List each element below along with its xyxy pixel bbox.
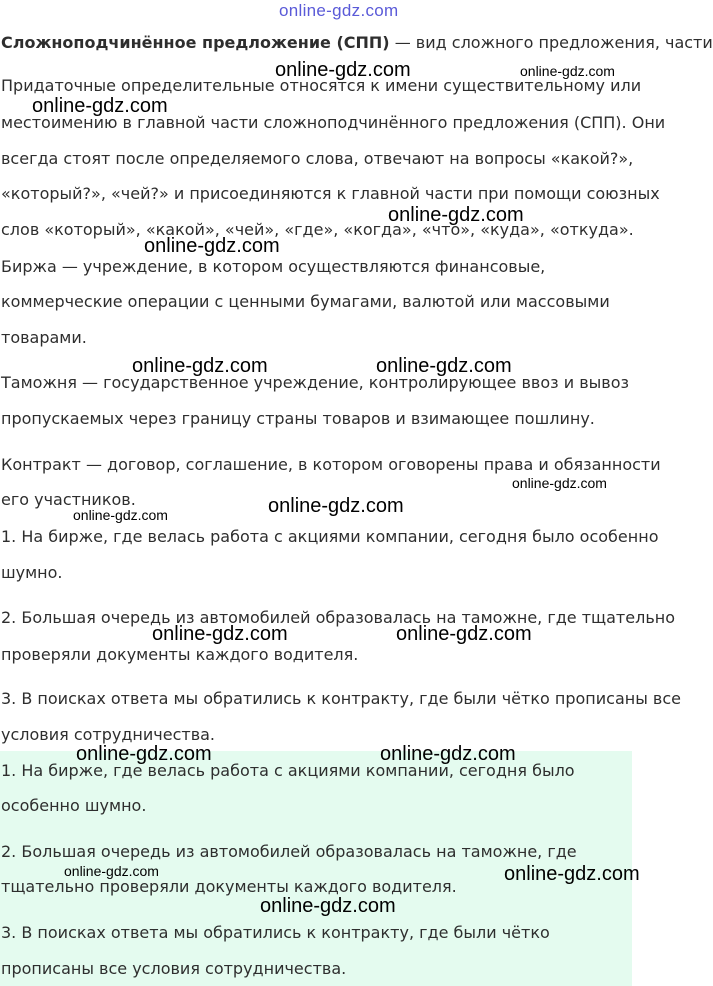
answer-line: 1. На бирже, где велась работа с акциями компании, сегодня было — [1, 761, 575, 780]
text-line: товарами. — [1, 328, 87, 347]
answer-line: особенно шумно. — [1, 796, 147, 815]
text-line: 3. В поисках ответа мы обратились к контракту, где были чётко прописаны все — [1, 689, 681, 708]
text-line: Таможня — государственное учреждение, контролирующее ввоз и вывоз — [1, 373, 629, 392]
watermark: online-gdz.com — [64, 863, 159, 879]
text-line: слов «который», «какой», «чей», «где», «когда», «что», «куда», «откуда». — [1, 220, 634, 239]
watermark: online-gdz.com — [504, 863, 640, 885]
answer-line: прописаны все условия сотрудничества. — [1, 959, 347, 978]
text-line: коммерческие операции с ценными бумагами, валютой или массовыми — [1, 292, 610, 311]
answer-line: 3. В поисках ответа мы обратились к контракту, где были чётко — [1, 923, 550, 942]
intro-term: Сложноподчинённое предложение (СПП) — [1, 33, 390, 52]
watermark: online-gdz.com — [144, 235, 280, 257]
watermark: online-gdz.com — [388, 204, 524, 226]
answer-line: тщательно проверяли документы каждого водителя. — [1, 877, 457, 896]
text-line: Биржа — учреждение, в котором осуществляются финансовые, — [1, 257, 546, 276]
watermark: online-gdz.com — [152, 623, 288, 645]
watermark: online-gdz.com — [132, 355, 268, 377]
text-line: всегда стоят после определяемого слова, отвечают на вопросы «какой?», — [1, 149, 634, 168]
watermark: online-gdz.com — [32, 95, 168, 117]
text-line: местоимению в главной части сложноподчинённого предложения (СПП). Они — [1, 113, 666, 132]
intro-line — [1, 33, 713, 53]
watermark: online-gdz.com — [376, 355, 512, 377]
watermark: online-gdz.com — [268, 495, 404, 517]
intro-rest: — вид сложного предложения, части — [389, 33, 713, 52]
text-line: 1. На бирже, где велась работа с акциями компании, сегодня было особенно — [1, 527, 659, 546]
answer-line: 2. Большая очередь из автомобилей образовалась на таможне, где — [1, 842, 577, 861]
text-line: пропускаемых через границу страны товаров и взимающее пошлину. — [1, 409, 595, 428]
watermark: online-gdz.com — [73, 507, 168, 523]
watermark: online-gdz.com — [76, 743, 212, 765]
watermark: online-gdz.com — [520, 63, 615, 79]
text-line: «который?», «чей?» и присоединяются к главной части при помощи союзных — [1, 184, 660, 203]
text-line: условия сотрудничества. — [1, 725, 216, 744]
text-line: Придаточные определительные относятся к имени существительному или — [1, 76, 642, 95]
text-line: 2. Большая очередь из автомобилей образовалась на таможне, где тщательно — [1, 608, 675, 627]
watermark: online-gdz.com — [260, 895, 396, 917]
watermark: online-gdz.com — [396, 623, 532, 645]
header-watermark: online-gdz.com — [279, 1, 399, 20]
text-line: проверяли документы каждого водителя. — [1, 645, 359, 664]
text-line: шумно. — [1, 563, 63, 582]
watermark: online-gdz.com — [380, 743, 516, 765]
text-line: Контракт — договор, соглашение, в котором оговорены права и обязанности — [1, 455, 661, 474]
text-line: его участников. — [1, 490, 136, 509]
watermark: online-gdz.com — [512, 475, 607, 491]
watermark: online-gdz.com — [275, 59, 411, 81]
